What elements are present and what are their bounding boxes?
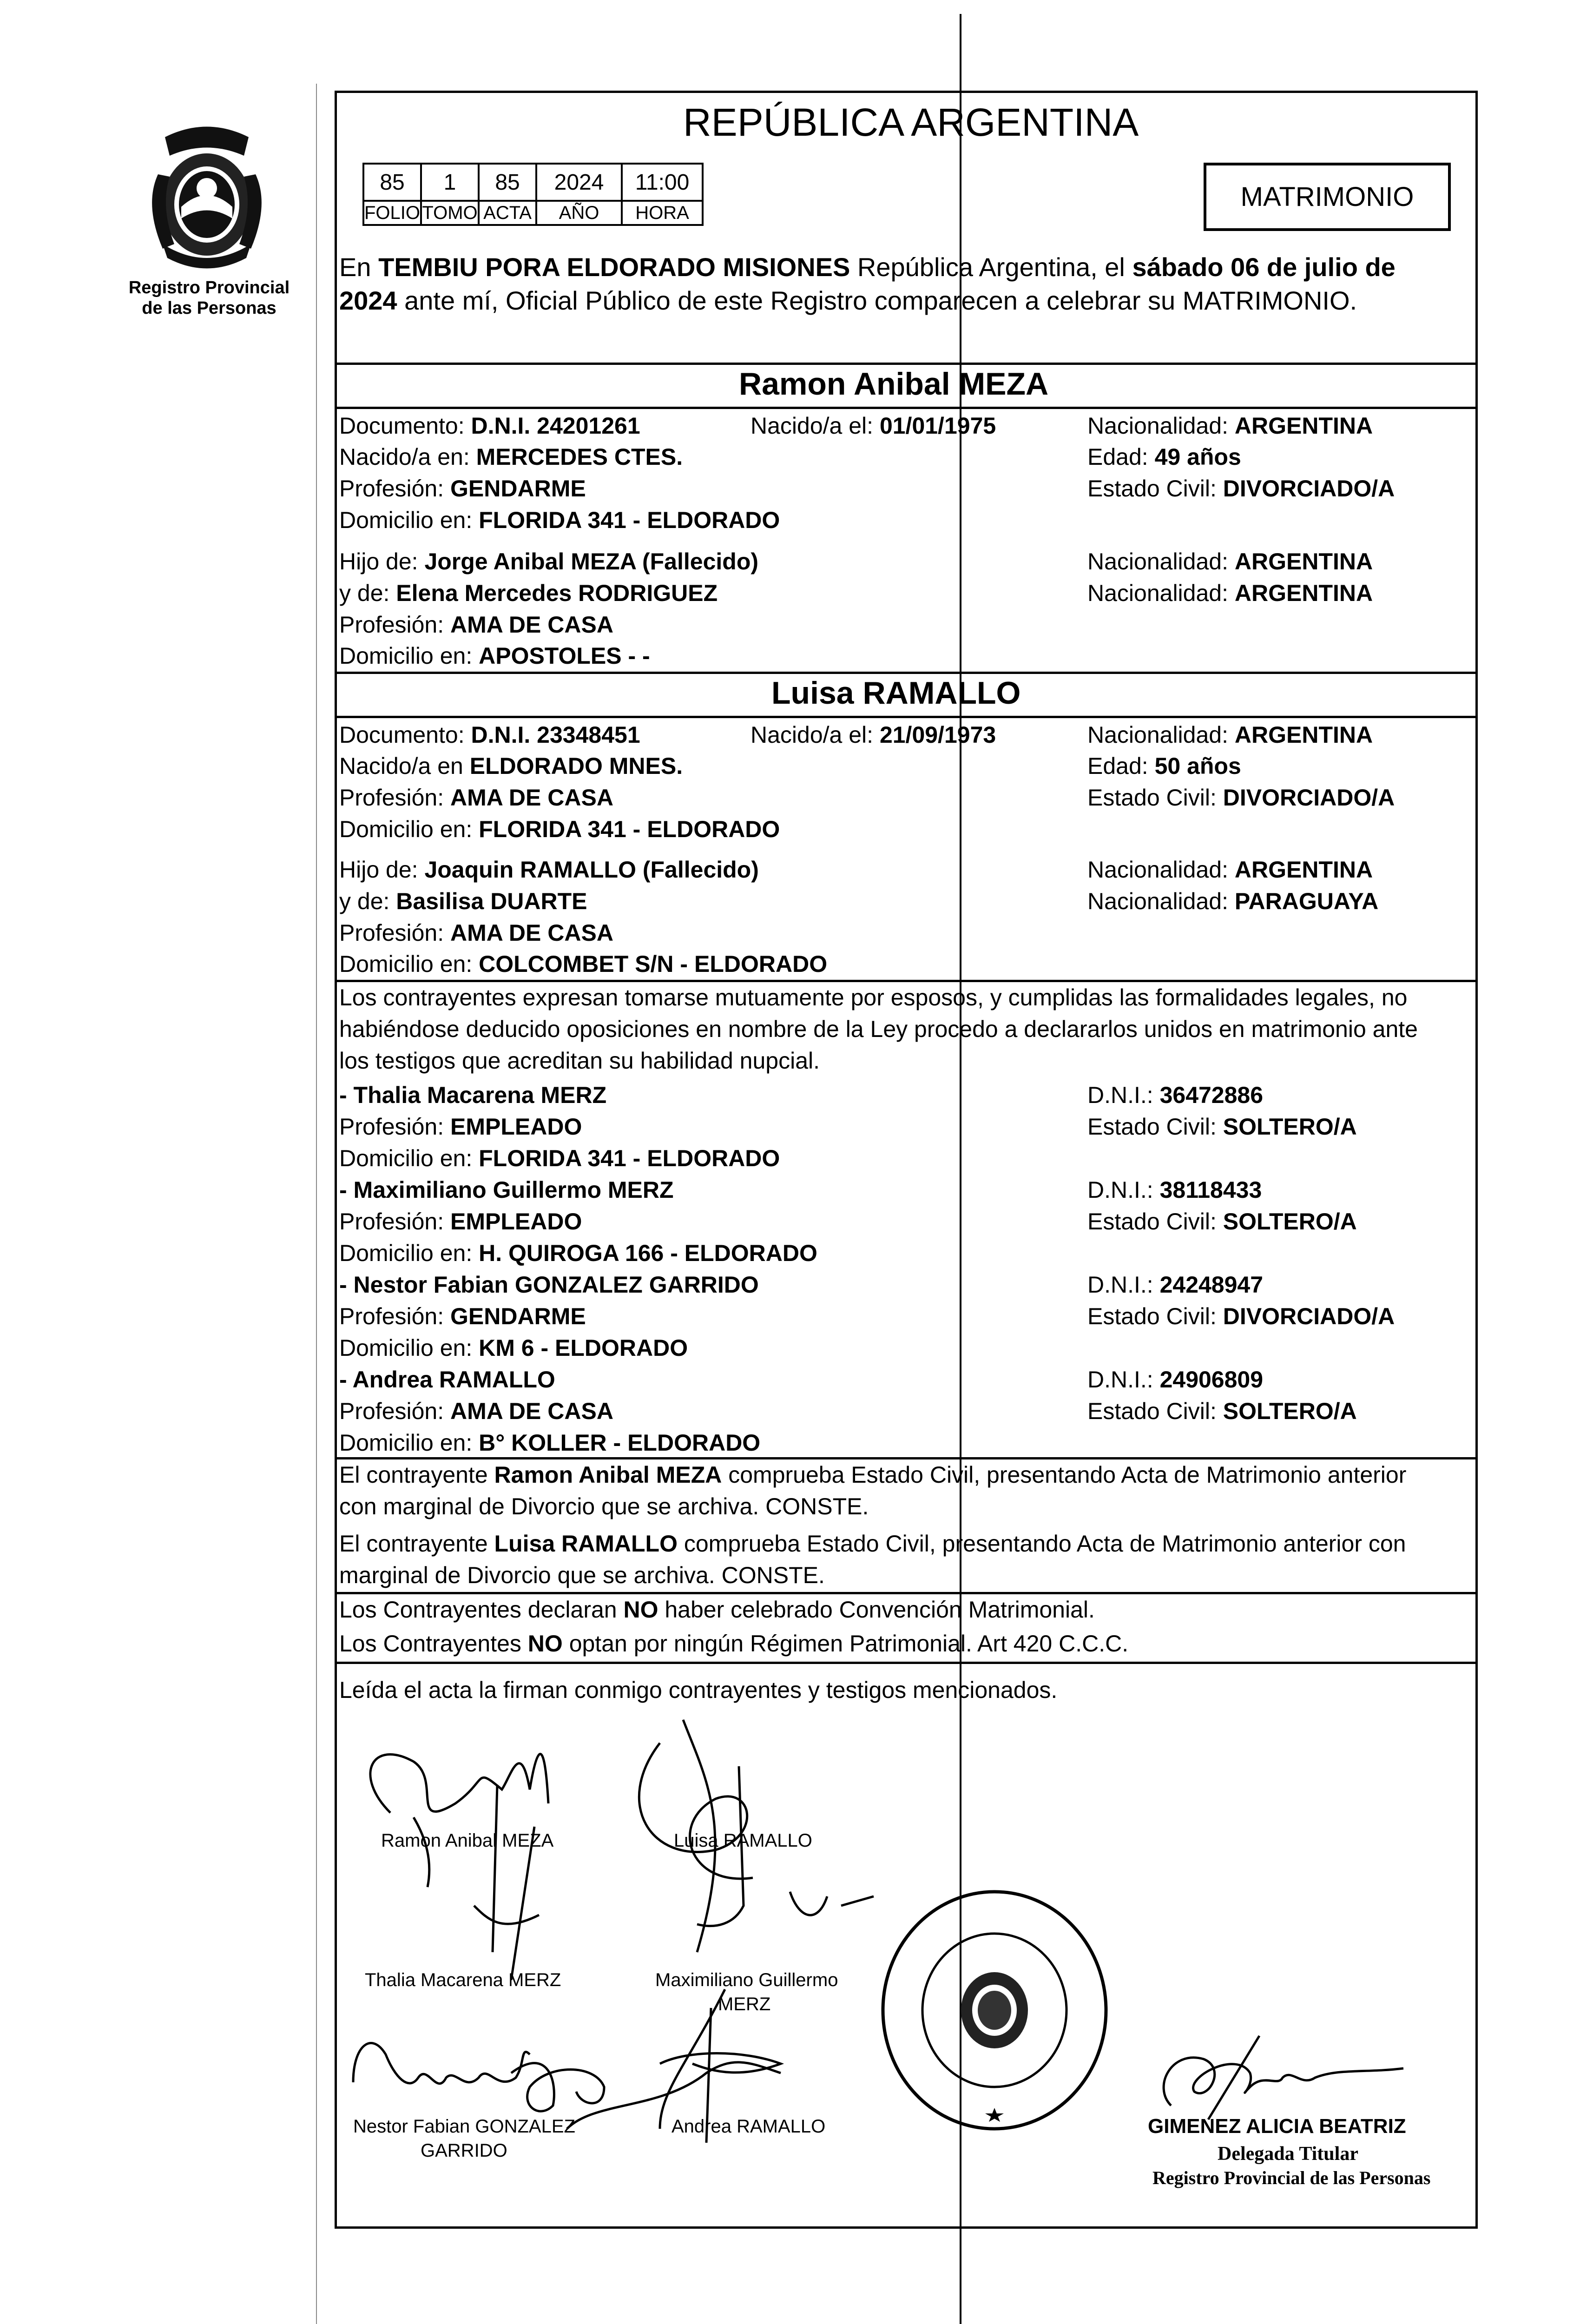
groom-nationality: Nacionalidad: ARGENTINA xyxy=(1087,413,1373,439)
bride-parent-profession: Profesión: AMA DE CASA xyxy=(339,920,613,946)
signature-caption-witness-3b: GARRIDO xyxy=(421,2140,507,2161)
witness-1-name: - Thalia Macarena MERZ xyxy=(339,1082,607,1108)
groom-parent-profession: Profesión: AMA DE CASA xyxy=(339,612,613,638)
registry-sidebar-label-1: Registro Provincial xyxy=(128,278,290,297)
groom-address: Domicilio en: FLORIDA 341 - ELDORADO xyxy=(339,507,780,533)
registry-number-table xyxy=(362,163,704,226)
witness-1-dni: D.N.I.: 36472886 xyxy=(1087,1082,1264,1108)
bride-parent-address: Domicilio en: COLCOMBET S/N - ELDORADO xyxy=(339,951,828,977)
bride-civil-status: Estado Civil: DIVORCIADO/A xyxy=(1087,785,1395,811)
intro-line-2: 2024 ante mí, Oficial Público de este Registro comparecen a celebrar su MATRIMONIO. xyxy=(339,286,1357,315)
registry-stamp-icon xyxy=(874,1882,1115,2138)
registry-sidebar-label-2: de las Personas xyxy=(142,298,276,318)
groom-mother: y de: Elena Mercedes RODRIGUEZ xyxy=(339,580,718,606)
groom-birthplace: Nacido/a en: MERCEDES CTES. xyxy=(339,444,683,470)
bride-age: Edad: 50 años xyxy=(1087,753,1241,779)
groom-birthdate: Nacido/a el: 01/01/1975 xyxy=(750,413,996,439)
divider xyxy=(335,363,1478,365)
acta-label: ACTA xyxy=(479,201,536,225)
signature-caption-bride: Luisa RAMALLO xyxy=(674,1830,812,1851)
witness-4-name: - Andrea RAMALLO xyxy=(339,1367,555,1393)
divider xyxy=(335,672,1478,674)
bride-mother: y de: Basilisa DUARTE xyxy=(339,888,587,914)
witness-2-address: Domicilio en: H. QUIROGA 166 - ELDORADO xyxy=(339,1240,817,1266)
tomo-label: TOMO xyxy=(421,201,479,225)
groom-father-nationality: Nacionalidad: ARGENTINA xyxy=(1087,548,1373,574)
signature-caption-witness-1: Thalia Macarena MERZ xyxy=(365,1970,561,1990)
divider xyxy=(335,407,1478,409)
signature-caption-groom: Ramon Anibal MEZA xyxy=(381,1830,554,1851)
intro-line-1: En TEMBIU PORA ELDORADO MISIONES República Argentina, el sábado 06 de julio de xyxy=(339,252,1396,282)
signature-caption-witness-2b: MERZ xyxy=(718,1994,771,2014)
witness-3-profession: Profesión: GENDARME xyxy=(339,1303,586,1329)
groom-age: Edad: 49 años xyxy=(1087,444,1241,470)
witness-2-civil-status: Estado Civil: SOLTERO/A xyxy=(1087,1208,1357,1235)
groom-mother-nationality: Nacionalidad: ARGENTINA xyxy=(1087,580,1373,606)
officer-signature xyxy=(1143,2031,1441,2124)
tomo-value: 1 xyxy=(421,164,479,201)
witness-2-profession: Profesión: EMPLEADO xyxy=(339,1208,582,1235)
bride-nationality: Nacionalidad: ARGENTINA xyxy=(1087,722,1373,748)
divider xyxy=(335,716,1478,718)
signature-caption-witness-4: Andrea RAMALLO xyxy=(672,2116,826,2137)
bride-document: Documento: D.N.I. 23348451 xyxy=(339,722,640,748)
official-stamp xyxy=(874,1882,1115,2138)
marriage-type-label: MATRIMONIO xyxy=(1240,182,1414,212)
closing-statement: Leída el acta la firman conmigo contrayentes y testigos mencionados. xyxy=(339,1677,1058,1703)
bride-name: Luisa RAMALLO xyxy=(771,675,1021,711)
document-title: REPÚBLICA ARGENTINA xyxy=(683,100,1139,144)
divider xyxy=(335,1662,1478,1664)
hour-value: 11:00 xyxy=(622,164,703,201)
divider xyxy=(335,980,1478,982)
bride-father-nationality: Nacionalidad: ARGENTINA xyxy=(1087,857,1373,883)
note-1-line-2: con marginal de Divorcio que se archiva. CONSTE. xyxy=(339,1493,869,1519)
bride-birthplace: Nacido/a en ELDORADO MNES. xyxy=(339,753,683,779)
witness-3-civil-status: Estado Civil: DIVORCIADO/A xyxy=(1087,1303,1395,1329)
declaration-line-3: los testigos que acreditan su habilidad nupcial. xyxy=(339,1048,820,1074)
groom-profession: Profesión: GENDARME xyxy=(339,475,586,502)
acta-value: 85 xyxy=(479,164,536,201)
convention-line-1: Los Contrayentes declaran NO haber celebrado Convención Matrimonial. xyxy=(339,1597,1095,1623)
officer-name: GIMENEZ ALICIA BEATRIZ xyxy=(1148,2115,1406,2138)
groom-father: Hijo de: Jorge Anibal MEZA (Fallecido) xyxy=(339,548,759,574)
hour-label: HORA xyxy=(622,201,703,225)
bride-mother-nationality: Nacionalidad: PARAGUAYA xyxy=(1087,888,1379,914)
year-value: 2024 xyxy=(536,164,622,201)
note-2-line-2: marginal de Divorcio que se archiva. CONSTE. xyxy=(339,1562,825,1588)
groom-civil-status: Estado Civil: DIVORCIADO/A xyxy=(1087,475,1395,502)
bride-birthdate: Nacido/a el: 21/09/1973 xyxy=(750,722,996,748)
officer-role: Delegada Titular xyxy=(1218,2143,1358,2165)
folio-value: 85 xyxy=(363,164,421,201)
officer-office: Registro Provincial de las Personas xyxy=(1152,2167,1431,2188)
witness-3-address: Domicilio en: KM 6 - ELDORADO xyxy=(339,1335,688,1361)
bride-address: Domicilio en: FLORIDA 341 - ELDORADO xyxy=(339,816,780,842)
witness-1-address: Domicilio en: FLORIDA 341 - ELDORADO xyxy=(339,1145,780,1171)
witness-2-dni: D.N.I.: 38118433 xyxy=(1087,1177,1262,1203)
witness-4-dni: D.N.I.: 24906809 xyxy=(1087,1367,1264,1393)
witness-3-dni: D.N.I.: 24248947 xyxy=(1087,1272,1264,1298)
scan-margin-line xyxy=(316,84,317,2324)
bride-father: Hijo de: Joaquin RAMALLO (Fallecido) xyxy=(339,857,759,883)
witness-2-name: - Maximiliano Guillermo MERZ xyxy=(339,1177,674,1203)
declaration-line-1: Los contrayentes expresan tomarse mutuamente por esposos, y cumplidas las formalidades legales, no xyxy=(339,984,1408,1010)
groom-parent-address: Domicilio en: APOSTOLES - - xyxy=(339,643,650,669)
declaration-line-2: habiéndose deducido oposiciones en nombre de la Ley procedo a declararlos unidos en matrimonio ante xyxy=(339,1016,1418,1042)
bride-profession: Profesión: AMA DE CASA xyxy=(339,785,613,811)
convention-line-2: Los Contrayentes NO optan por ningún Régimen Patrimonial. Art 420 C.C.C. xyxy=(339,1631,1129,1657)
witness-4-profession: Profesión: AMA DE CASA xyxy=(339,1398,613,1424)
province-coat-of-arms-icon xyxy=(130,119,283,277)
witness-1-civil-status: Estado Civil: SOLTERO/A xyxy=(1087,1114,1357,1140)
witness-3-name: - Nestor Fabian GONZALEZ GARRIDO xyxy=(339,1272,759,1298)
witness-1-profession: Profesión: EMPLEADO xyxy=(339,1114,582,1140)
witness-4-address: Domicilio en: B° KOLLER - ELDORADO xyxy=(339,1430,761,1456)
witness-4-civil-status: Estado Civil: SOLTERO/A xyxy=(1087,1398,1357,1424)
year-label: AÑO xyxy=(536,201,622,225)
folio-label: FOLIO xyxy=(363,201,421,225)
divider xyxy=(335,1592,1478,1594)
divider xyxy=(335,1457,1478,1459)
note-1-line-1: El contrayente Ramon Anibal MEZA comprueba Estado Civil, presentando Acta de Matrimonio anterior xyxy=(339,1462,1407,1488)
signature-caption-witness-3a: Nestor Fabian GONZALEZ xyxy=(353,2116,575,2137)
groom-document: Documento: D.N.I. 24201261 xyxy=(339,413,640,439)
note-2-line-1: El contrayente Luisa RAMALLO comprueba Estado Civil, presentando Acta de Matrimonio anterior con xyxy=(339,1531,1406,1557)
province-seal xyxy=(130,119,283,277)
groom-name: Ramon Anibal MEZA xyxy=(739,366,1049,402)
signature-caption-witness-2a: Maximiliano Guillermo xyxy=(655,1970,838,1990)
